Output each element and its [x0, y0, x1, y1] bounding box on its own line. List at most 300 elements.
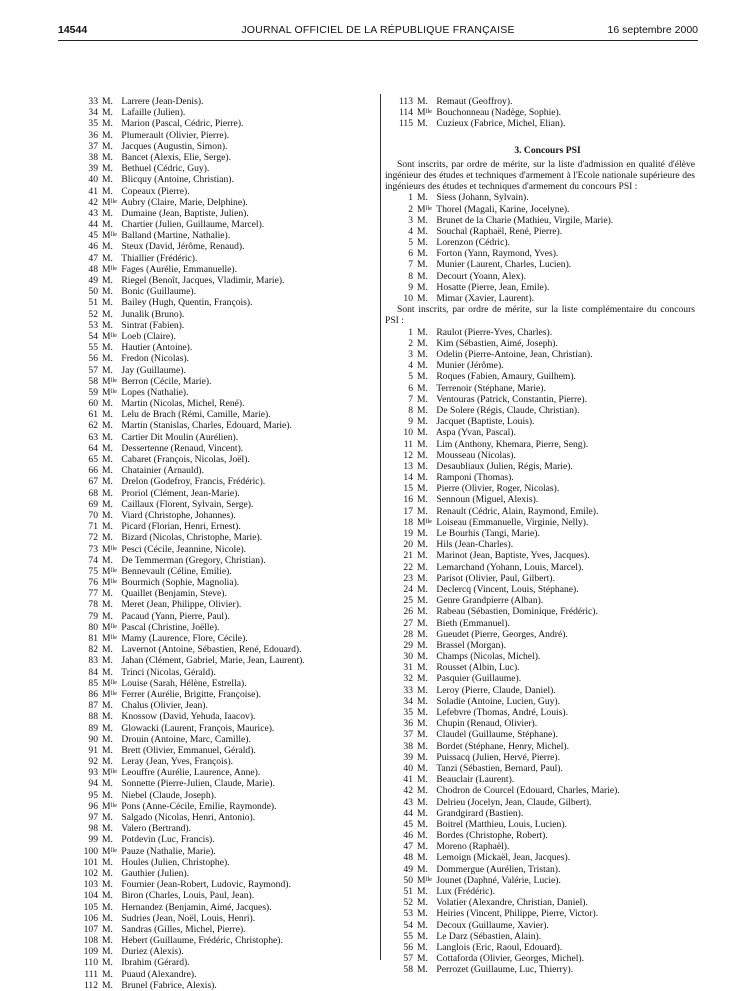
civility: $M^{lle}$	[102, 677, 118, 689]
candidate-name: Boitrel (Matthieu, Louis, Lucien).	[434, 818, 567, 830]
candidate-name: Raulot (Pierre-Yves, Charles).	[434, 326, 553, 338]
rank-number: 53	[88, 319, 98, 331]
list-item	[70, 957, 375, 968]
rank-number: 21	[403, 550, 413, 562]
candidate-name: Lavernot (Antoine, Sébastien, René, Edouard).	[119, 644, 302, 656]
rank-number: 71	[88, 521, 98, 533]
civility: M.	[417, 561, 428, 573]
list-item	[385, 640, 710, 651]
list-item	[70, 644, 375, 655]
list-item	[70, 365, 375, 376]
civility: M.	[102, 789, 113, 801]
list-item	[385, 450, 710, 461]
civility: $M^{lle}$	[102, 375, 118, 387]
rank-number: 18	[403, 516, 413, 528]
civility: M.	[102, 241, 113, 253]
rank-number: 10	[403, 293, 413, 305]
civility: M.	[417, 494, 428, 506]
civility: M.	[417, 225, 428, 237]
candidate-name: Biron (Charles, Louis, Paul, Jean).	[119, 890, 255, 902]
list-item	[385, 696, 710, 707]
candidate-name: Chartier (Julien, Guillaume, Marcel).	[119, 219, 265, 231]
rank-number: 70	[88, 509, 98, 521]
civility: M.	[102, 140, 113, 152]
candidate-name: Plumerault (Olivier, Pierre).	[119, 129, 230, 141]
rank-number: 6	[408, 248, 413, 260]
rank-number: 7	[408, 393, 413, 405]
civility: M.	[102, 666, 113, 678]
civility: M.	[417, 639, 428, 651]
civility: M.	[102, 487, 113, 499]
civility: $M^{lle}$	[102, 800, 118, 812]
candidate-name: Dessertenne (Renaud, Vincent).	[119, 442, 244, 454]
list-item	[70, 913, 375, 924]
list-item	[385, 259, 710, 270]
list-item	[385, 383, 710, 394]
civility: M.	[417, 774, 428, 786]
list-item	[385, 629, 710, 640]
rank-number: 1	[408, 192, 413, 204]
list-item	[70, 432, 375, 443]
list-item	[70, 544, 375, 555]
rank-number: 39	[88, 163, 98, 175]
rank-number: 38	[403, 740, 413, 752]
candidate-name: Trinci (Nicolas, Gérald).	[119, 666, 216, 678]
civility: M.	[102, 700, 113, 712]
list-item	[70, 745, 375, 756]
list-item	[385, 405, 710, 416]
candidate-name: Aspa (Yvan, Pascal).	[434, 427, 516, 439]
candidate-name: Mousseau (Nicolas).	[434, 449, 516, 461]
rank-number: 55	[403, 930, 413, 942]
rank-number: 67	[88, 476, 98, 488]
candidate-name: Moreno (Raphaël).	[434, 841, 510, 853]
candidate-name: Hosatte (Pierre, Jean, Emile).	[434, 281, 550, 293]
list-item	[385, 864, 710, 875]
list-item	[70, 275, 375, 286]
list-item	[70, 678, 375, 689]
left-column	[70, 96, 375, 991]
rank-number: 99	[88, 834, 98, 846]
civility: M.	[417, 707, 428, 719]
civility: M.	[102, 554, 113, 566]
civility: M.	[417, 796, 428, 808]
list-item	[70, 599, 375, 610]
list-item	[70, 387, 375, 398]
rank-number: 75	[88, 565, 98, 577]
list-item	[70, 499, 375, 510]
rank-number: 20	[403, 539, 413, 551]
civility: M.	[102, 856, 113, 868]
candidate-name: Hautier (Antoine).	[119, 342, 193, 354]
civility: M.	[102, 923, 113, 935]
rank-number: 40	[88, 174, 98, 186]
civility: M.	[102, 778, 113, 790]
rank-number: 103	[83, 879, 98, 891]
civility: M.	[417, 651, 428, 663]
candidate-name: Lefebvre (Thomas, André, Louis).	[434, 707, 569, 719]
list-item	[385, 215, 710, 226]
civility: M.	[417, 214, 428, 226]
rank-number: 80	[88, 621, 98, 633]
candidate-name: Lopes (Nathalie).	[119, 386, 189, 398]
civility: M.	[102, 353, 113, 365]
list-item	[70, 633, 375, 644]
rank-number: 56	[88, 353, 98, 365]
list-item	[70, 801, 375, 812]
civility: M.	[102, 207, 113, 219]
rank-number: 113	[398, 96, 413, 107]
candidate-name: Knossow (David, Yehuda, Iaacov).	[119, 711, 256, 723]
list-item	[70, 465, 375, 476]
rank-number: 41	[88, 185, 98, 197]
rank-number: 36	[403, 718, 413, 730]
candidate-name: Caillaux (Florent, Sylvain, Serge).	[119, 498, 254, 510]
civility: M.	[102, 364, 113, 376]
civility: M.	[417, 281, 428, 293]
rank-number: 47	[403, 841, 413, 853]
civility: M.	[417, 662, 428, 674]
candidate-name: Pascal (Christine, Joëlle).	[119, 621, 220, 633]
rank-number: 26	[403, 606, 413, 618]
civility: M.	[102, 342, 113, 354]
list-item	[385, 248, 710, 259]
list-item	[70, 510, 375, 521]
list-item	[70, 420, 375, 431]
continued-list	[385, 96, 710, 130]
civility: M.	[417, 886, 428, 898]
rank-number: 87	[88, 700, 98, 712]
candidate-name: Leouffre (Aurélie, Laurence, Anne).	[119, 767, 261, 779]
list-item	[385, 595, 710, 606]
rank-number: 59	[88, 386, 98, 398]
rank-number: 107	[83, 923, 98, 935]
candidate-name: Gueudet (Pierre, Georges, André).	[434, 628, 568, 640]
civility: M.	[417, 628, 428, 640]
civility: M.	[102, 509, 113, 521]
list-item	[385, 875, 710, 886]
candidate-name: Le Darz (Sébastien, Alain).	[434, 930, 542, 942]
candidate-name: Meret (Jean, Philippe, Olivier).	[119, 599, 242, 611]
list-item	[70, 376, 375, 387]
rank-number: 46	[403, 830, 413, 842]
candidate-name: Niebel (Claude, Joseph).	[119, 789, 217, 801]
list-item	[70, 521, 375, 532]
candidate-name: Langlois (Eric, Raoul, Edouard).	[434, 941, 563, 953]
list-item	[70, 331, 375, 342]
right-column	[385, 96, 710, 976]
rank-number: 4	[408, 360, 413, 372]
civility: $M^{lle}$	[102, 577, 118, 589]
civility: M.	[102, 185, 113, 197]
rank-number: 42	[88, 196, 98, 208]
journal-title: JOURNAL OFFICIEL DE LA RÉPUBLIQUE FRANÇAISE	[241, 24, 515, 36]
candidate-name: Aubry (Claire, Marie, Delphine).	[119, 196, 248, 208]
civility: $M^{lle}$	[417, 516, 433, 528]
civility: M.	[102, 532, 113, 544]
rank-number: 43	[403, 796, 413, 808]
civility: $M^{lle}$	[102, 263, 118, 275]
civility: M.	[102, 420, 113, 432]
list-item	[385, 886, 710, 897]
civility: M.	[102, 275, 113, 286]
civility: M.	[417, 270, 428, 282]
civility: M.	[417, 729, 428, 741]
rank-number: 44	[403, 807, 413, 819]
list-item	[70, 532, 375, 543]
civility: M.	[417, 539, 428, 551]
candidate-name: Chalus (Olivier, Jean).	[119, 700, 208, 712]
list-item	[385, 550, 710, 561]
civility: $M^{lle}$	[102, 621, 118, 633]
civility: M.	[417, 919, 428, 931]
list-item	[385, 192, 710, 203]
rank-number: 43	[88, 207, 98, 219]
candidate-name: Grandgirard (Bastien).	[434, 807, 524, 819]
list-item	[385, 729, 710, 740]
list-item	[70, 700, 375, 711]
list-item	[385, 808, 710, 819]
rank-number: 101	[83, 856, 98, 868]
rank-number: 58	[88, 375, 98, 387]
civility: M.	[102, 756, 113, 768]
rank-number: 45	[403, 818, 413, 830]
rank-number: 10	[403, 427, 413, 439]
civility: M.	[417, 830, 428, 842]
rank-number: 9	[408, 416, 413, 428]
candidate-name: Marion (Pascal, Cédric, Pierre).	[119, 118, 244, 130]
list-item	[385, 774, 710, 785]
candidate-name: Desaubliaux (Julien, Régis, Marie).	[434, 460, 573, 472]
rank-number: 5	[408, 237, 413, 249]
civility: M.	[102, 521, 113, 533]
candidate-name: Cartier Dit Moulin (Aurélien).	[119, 431, 239, 443]
rank-number: 31	[403, 662, 413, 674]
candidate-name: Ferrer (Aurélie, Brigitte, Françoise).	[119, 688, 261, 700]
list-item	[385, 841, 710, 852]
candidate-name: Bizard (Nicolas, Christophe, Marie).	[119, 532, 263, 544]
list-item	[385, 517, 710, 528]
list-item	[385, 360, 710, 371]
civility: M.	[102, 834, 113, 846]
list-item	[70, 790, 375, 801]
rank-number: 114	[398, 107, 413, 119]
civility: $M^{lle}$	[102, 845, 118, 857]
civility: M.	[417, 326, 428, 338]
candidate-name: Louise (Sarah, Hélène, Estrella).	[119, 677, 247, 689]
list-item	[70, 297, 375, 308]
list-item	[70, 812, 375, 823]
list-item	[385, 349, 710, 360]
list-item	[385, 338, 710, 349]
rank-number: 93	[88, 767, 98, 779]
rank-number: 50	[403, 874, 413, 886]
civility: $M^{lle}$	[102, 688, 118, 700]
list-item	[385, 416, 710, 427]
candidate-name: Drouin (Antoine, Marc, Camille).	[119, 733, 251, 745]
candidate-name: Lemoign (Mickaël, Jean, Jacques).	[434, 852, 571, 864]
list-item	[70, 152, 375, 163]
list-item	[70, 846, 375, 857]
civility: M.	[102, 979, 113, 991]
list-item	[385, 707, 710, 718]
rank-number: 17	[403, 505, 413, 517]
rank-number: 34	[88, 107, 98, 119]
rank-number: 73	[88, 543, 98, 555]
candidate-name: Bordes (Christophe, Robert).	[434, 830, 548, 842]
rank-number: 37	[88, 140, 98, 152]
candidate-name: Lorenzon (Cédric).	[434, 237, 510, 249]
rank-number: 5	[408, 371, 413, 383]
civility: M.	[102, 644, 113, 656]
civility: M.	[417, 371, 428, 383]
list-item	[70, 219, 375, 230]
civility: M.	[102, 151, 113, 163]
civility: $M^{lle}$	[102, 543, 118, 555]
candidate-name: Chatainier (Arnauld).	[119, 465, 204, 477]
civility: M.	[102, 174, 113, 186]
civility: M.	[102, 812, 113, 823]
list-item	[70, 924, 375, 935]
civility: M.	[102, 957, 113, 969]
civility: $M^{lle}$	[102, 230, 118, 242]
candidate-name: Declercq (Vincent, Louis, Stéphane).	[434, 583, 579, 595]
rank-number: 1	[408, 326, 413, 338]
list-item	[70, 230, 375, 241]
candidate-name: Loiseau (Emmanuelle, Virginie, Nelly).	[434, 516, 589, 528]
candidate-name: Hernandez (Benjamin, Aimé, Jacques).	[119, 901, 272, 913]
rank-number: 88	[88, 711, 98, 723]
candidate-name: Sandras (Gilles, Michel, Pierre).	[119, 923, 246, 935]
candidate-name: Mimar (Xavier, Laurent).	[434, 293, 535, 305]
list-item	[70, 309, 375, 320]
list-item	[70, 879, 375, 890]
list-item	[70, 868, 375, 879]
list-item	[70, 253, 375, 264]
civility: M.	[417, 393, 428, 405]
rank-number: 86	[88, 688, 98, 700]
civility: M.	[102, 935, 113, 947]
candidate-name: Fages (Aurélie, Emmanuelle).	[119, 263, 238, 275]
list-item	[385, 662, 710, 673]
candidate-name: Souchal (Raphaël, René, Pierre).	[434, 225, 563, 237]
civility: M.	[417, 718, 428, 730]
header-rule	[58, 40, 698, 41]
civility: M.	[102, 442, 113, 454]
rank-number: 36	[88, 129, 98, 141]
rank-number: 2	[408, 203, 413, 215]
rank-number: 110	[83, 957, 98, 969]
rank-number: 56	[403, 941, 413, 953]
rank-number: 82	[88, 644, 98, 656]
candidate-name: Bennevault (Céline, Emilie).	[119, 565, 232, 577]
rank-number: 66	[88, 465, 98, 477]
list-item	[70, 141, 375, 152]
rank-number: 100	[83, 845, 98, 857]
candidate-name: Parisot (Olivier, Paul, Gilbert).	[434, 572, 555, 584]
rank-number: 46	[88, 241, 98, 253]
civility: M.	[417, 863, 428, 875]
list-item	[385, 562, 710, 573]
candidate-name: Chupin (Renaud, Olivier).	[434, 718, 538, 730]
civility: M.	[417, 595, 428, 607]
civility: M.	[417, 460, 428, 472]
civility: M.	[417, 930, 428, 942]
civility: $M^{lle}$	[102, 565, 118, 577]
candidate-name: Fredon (Nicolas).	[119, 353, 190, 365]
candidate-name: Munier (Laurent, Charles, Lucien).	[434, 259, 572, 271]
rank-number: 44	[88, 219, 98, 231]
rank-number: 29	[403, 639, 413, 651]
list-item	[385, 651, 710, 662]
candidate-name: Sudries (Jean, Noël, Louis, Henri).	[119, 912, 256, 924]
civility: M.	[417, 449, 428, 461]
candidate-name: Odelin (Pierre-Antoine, Jean, Christian).	[434, 349, 593, 361]
candidate-name: Jacquet (Baptiste, Louis).	[434, 416, 535, 428]
candidate-name: Houles (Julien, Christophe).	[119, 856, 230, 868]
candidate-name: Delrieu (Jocelyn, Jean, Claude, Gilbert).	[434, 796, 592, 808]
list-item	[385, 539, 710, 550]
rank-number: 24	[403, 583, 413, 595]
candidate-name: Terrenoir (Stéphane, Marie).	[434, 382, 546, 394]
list-item	[70, 711, 375, 722]
candidate-name: Larrere (Jean-Denis).	[119, 96, 204, 107]
list-item	[70, 342, 375, 353]
civility: M.	[417, 818, 428, 830]
rank-number: 45	[88, 230, 98, 242]
civility: M.	[102, 711, 113, 723]
civility: M.	[417, 897, 428, 909]
list-item	[70, 476, 375, 487]
list-item	[70, 655, 375, 666]
rank-number: 28	[403, 628, 413, 640]
civility: M.	[102, 252, 113, 264]
candidate-name: Pierre (Olivier, Roger, Nicolas).	[434, 483, 560, 495]
candidate-name: Pacaud (Yann, Pierre, Paul).	[119, 610, 230, 622]
candidate-name: Bieth (Emmanuel).	[434, 617, 510, 629]
civility: $M^{lle}$	[102, 196, 118, 208]
rank-number: 102	[83, 867, 98, 879]
rank-number: 54	[403, 919, 413, 931]
civility: M.	[102, 890, 113, 902]
civility: M.	[417, 908, 428, 920]
list-item	[70, 163, 375, 174]
civility: M.	[102, 498, 113, 510]
list-item	[70, 208, 375, 219]
candidate-name: Riegel (Benoît, Jacques, Vladimir, Marie).	[119, 275, 285, 286]
section-title: 3. Concours PSI	[514, 144, 581, 156]
candidate-name: Lim (Anthony, Khemara, Pierre, Seng).	[434, 438, 589, 450]
candidate-name: Claudel (Guillaume, Stéphane).	[434, 729, 558, 741]
rank-number: 64	[88, 442, 98, 454]
candidate-name: Renault (Cédric, Alain, Raymond, Emile).	[434, 505, 599, 517]
rank-number: 97	[88, 812, 98, 823]
rank-number: 58	[403, 964, 413, 976]
civility: M.	[102, 319, 113, 331]
civility: M.	[102, 610, 113, 622]
candidate-name: Steux (David, Jérôme, Renaud).	[119, 241, 245, 253]
rank-number: 47	[88, 252, 98, 264]
candidate-name: Mamy (Laurence, Flore, Cécile).	[119, 633, 248, 644]
candidate-name: Bonic (Guillaume).	[119, 286, 196, 298]
civility: M.	[417, 427, 428, 439]
civility: M.	[102, 465, 113, 477]
candidate-name: Loeb (Claire).	[119, 330, 176, 342]
rank-number: 30	[403, 651, 413, 663]
candidate-name: Viard (Christophe, Johannes).	[119, 509, 236, 521]
candidate-name: Rabeau (Sébastien, Dominique, Frédéric).	[434, 606, 598, 618]
issue-date: 16 septembre 2000	[607, 24, 698, 36]
